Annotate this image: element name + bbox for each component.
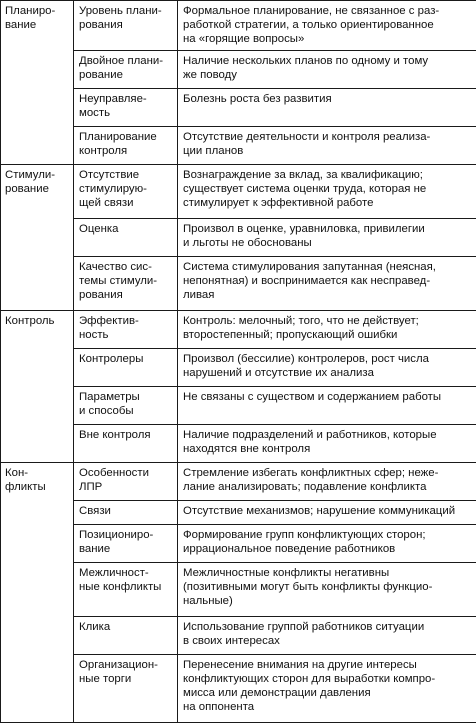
factor-cell xyxy=(74,165,178,219)
factor-cell xyxy=(74,525,178,563)
factor-label: Отсутствие стимулирую- щей связи xyxy=(79,168,173,210)
factor-cell xyxy=(74,463,178,501)
description-cell xyxy=(178,525,476,563)
factor-label: Связи xyxy=(79,504,173,518)
description-text: Перенесение внимания на другие интересы конфликтующих сторон для выработки компро- мисса или демонстрации давления на оппонента xyxy=(183,658,472,714)
description-cell xyxy=(178,1,476,51)
description-text: Отсутствие деятельности и контроля реализа- ции планов xyxy=(183,130,472,158)
factor-label: Контролеры xyxy=(79,352,173,366)
factor-label: Двойное плани- рование xyxy=(79,54,173,82)
description-cell xyxy=(178,617,476,655)
category-label: Контроль xyxy=(5,314,69,328)
factor-cell xyxy=(74,655,178,723)
description-cell xyxy=(178,311,476,349)
description-cell xyxy=(178,425,476,463)
factor-cell xyxy=(74,349,178,387)
description-cell xyxy=(178,51,476,89)
description-text: Болезнь роста без развития xyxy=(183,92,472,106)
description-cell xyxy=(178,463,476,501)
factor-label: Неуправляе- мость xyxy=(79,92,173,120)
description-text: Использование группой работников ситуации в своих интересах xyxy=(183,620,472,648)
factor-cell xyxy=(74,387,178,425)
factor-label: Параметры и способы xyxy=(79,390,173,418)
factor-label: Планирование контроля xyxy=(79,130,173,158)
description-text: Вознаграждение за вклад, за квалификацию; существует система оценки труда, которая не стимулирует к эффективной работе xyxy=(183,168,472,210)
description-text: Формирование групп конфликтующих сторон; иррациональное поведение работников xyxy=(183,528,472,556)
factor-label: Позициониро- вание xyxy=(79,528,173,556)
description-text: Система стимулирования запутанная (неясная, непонятная) и воспринимается как несправед- ливая xyxy=(183,260,472,302)
factor-cell xyxy=(74,501,178,525)
description-text: Межличностные конфликты негативны (позитивными могут быть конфликты функцио- нальные) xyxy=(183,566,472,608)
description-cell xyxy=(178,257,476,311)
factor-label: Межличност- ные конфликты xyxy=(79,566,173,594)
table-row xyxy=(1,165,476,219)
factor-cell xyxy=(74,425,178,463)
description-cell xyxy=(178,165,476,219)
table-row xyxy=(1,463,476,501)
factor-label: Уровень плани- рования xyxy=(79,4,173,32)
description-cell xyxy=(178,219,476,257)
description-text: Контроль: мелочный; того, что не действует; второстепенный; пропускающий ошибки xyxy=(183,314,472,342)
table-body xyxy=(1,1,476,723)
description-cell xyxy=(178,349,476,387)
description-text: Произвол в оценке, уравниловка, привилегии и льготы не обоснованы xyxy=(183,222,472,250)
category-label: Стимули- рование xyxy=(5,168,69,196)
description-cell xyxy=(178,127,476,165)
factor-cell xyxy=(74,563,178,617)
description-text: Наличие нескольких планов по одному и тому же поводу xyxy=(183,54,472,82)
category-cell xyxy=(1,165,74,311)
factor-cell xyxy=(74,127,178,165)
factor-label: Качество сис- темы стимули- рования xyxy=(79,260,173,302)
factor-cell xyxy=(74,219,178,257)
factor-cell xyxy=(74,51,178,89)
factor-label: Эффектив- ность xyxy=(79,314,173,342)
description-cell xyxy=(178,501,476,525)
factor-cell xyxy=(74,1,178,51)
description-cell xyxy=(178,563,476,617)
factor-label: Оценка xyxy=(79,222,173,236)
description-cell xyxy=(178,387,476,425)
factor-cell xyxy=(74,89,178,127)
category-cell xyxy=(1,463,74,723)
description-text: Наличие подразделений и работников, которые находятся вне контроля xyxy=(183,428,472,456)
description-text: Формальное планирование, не связанное с раз- работкой стратегии, а только ориентированное на «горящие вопросы» xyxy=(183,4,472,46)
category-label: Кон- фликты xyxy=(5,466,69,494)
category-cell xyxy=(1,311,74,463)
description-text: Отсутствие механизмов; нарушение коммуникаций xyxy=(183,504,472,518)
table-row xyxy=(1,311,476,349)
factor-cell xyxy=(74,617,178,655)
table-row xyxy=(1,1,476,51)
description-text: Стремление избегать конфликтных сфер; неже- лание анализировать; подавление конфликта xyxy=(183,466,472,494)
factor-label: Особенности ЛПР xyxy=(79,466,173,494)
factor-label: Клика xyxy=(79,620,173,634)
factor-cell xyxy=(74,257,178,311)
description-text: Произвол (бессилие) контролеров, рост числа нарушений и отсутствие их анализа xyxy=(183,352,472,380)
description-text: Не связаны с существом и содержанием работы xyxy=(183,390,472,404)
description-cell xyxy=(178,655,476,723)
category-cell xyxy=(1,1,74,165)
factor-label: Организацион- ные торги xyxy=(79,658,173,686)
description-cell xyxy=(178,89,476,127)
factor-cell xyxy=(74,311,178,349)
category-label: Планиро- вание xyxy=(5,4,69,32)
factor-label: Вне контроля xyxy=(79,428,173,442)
